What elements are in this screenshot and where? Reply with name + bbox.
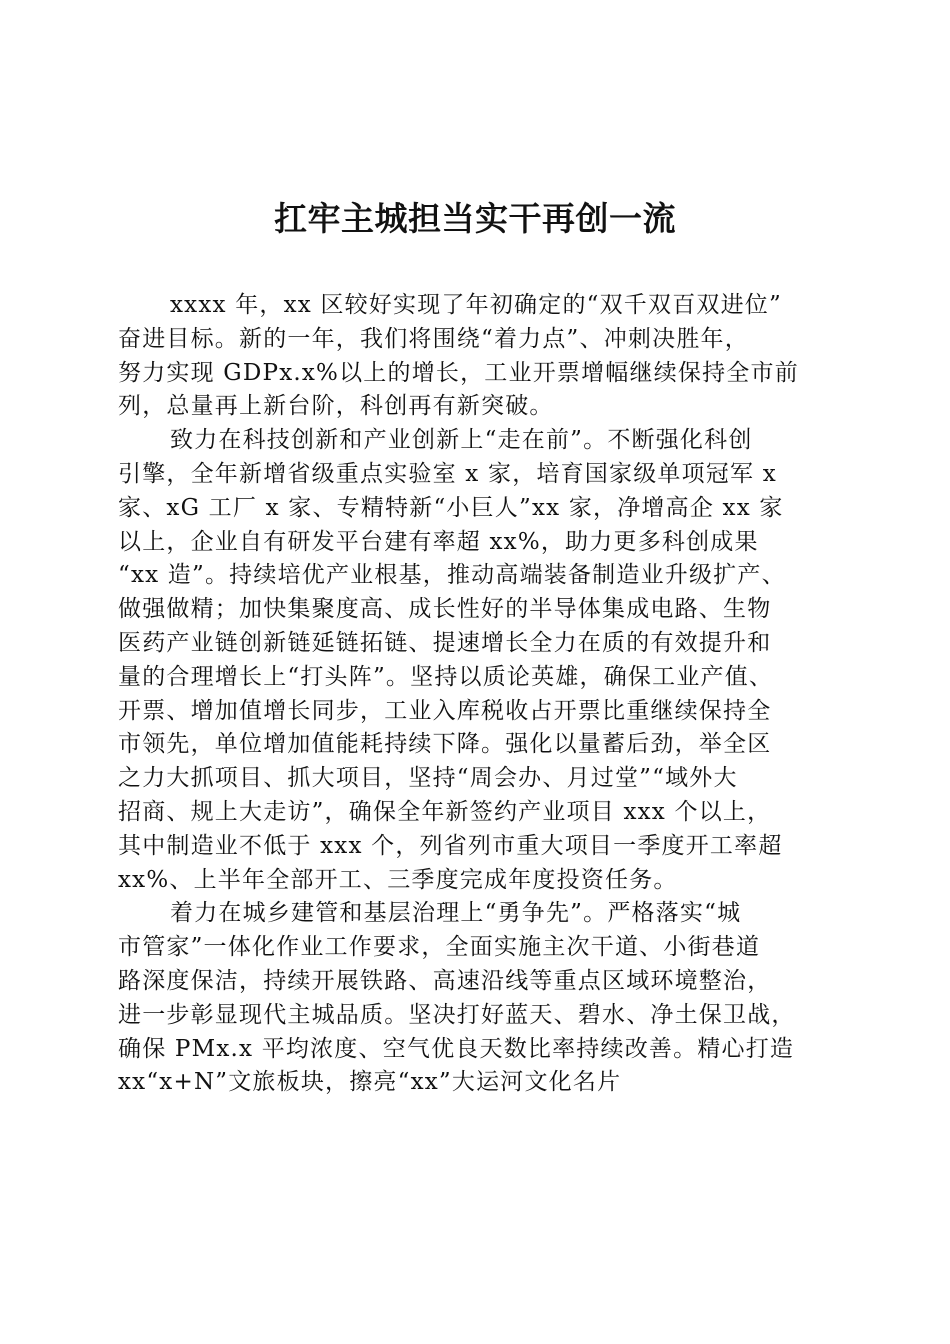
- text-line: xx“x+N”文旅板块，擦亮“xx”大运河文化名片: [118, 1069, 622, 1096]
- text-line: 引擎，全年新增省级重点实验室 x 家，培育国家级单项冠军 x: [118, 460, 777, 487]
- text-line: 确保 PMx.x 平均浓度、空气优良天数比率持续改善。精心打造: [118, 1035, 795, 1062]
- text-line: 着力在城乡建管和基层治理上“勇争先”。严格落实“城: [170, 900, 742, 927]
- paragraph-tech-innovation: [118, 424, 830, 897]
- paragraph-intro: [118, 289, 830, 424]
- document-body: [118, 289, 830, 1100]
- text-line: 量的合理增长上“打头阵”。坚持以质论英雄，确保工业产值、: [118, 663, 774, 690]
- text-line: 奋进目标。新的一年，我们将围绕“着力点”、冲刺决胜年，: [118, 325, 749, 352]
- text-line: 医药产业链创新链延链拓链、提速增长全力在质的有效提升和: [118, 629, 772, 656]
- text-line: 家、xG 工厂 x 家、专精特新“小巨人”xx 家，净增高企 xx 家: [118, 494, 784, 521]
- text-line: xx%、上半年全部开工、三季度完成年度投资任务。: [118, 866, 678, 893]
- text-line: 市管家”一体化作业工作要求，全面实施主次干道、小街巷道: [118, 934, 761, 961]
- text-line: 市领先，单位增加值能耗持续下降。强化以量蓄后劲，举全区: [118, 731, 772, 758]
- text-line: 之力大抓项目、抓大项目，坚持“周会办、月过堂”“域外大: [118, 765, 738, 792]
- text-line: 以上，企业自有研发平台建有率超 xx%，助力更多科创成果: [118, 528, 759, 555]
- text-line: 其中制造业不低于 xxx 个，列省列市重大项目一季度开工率超: [118, 832, 783, 859]
- text-line: 招商、规上大走访”，确保全年新签约产业项目 xxx 个以上，: [118, 798, 772, 825]
- text-line: “xx 造”。持续培优产业根基，推动高端装备制造业升级扩产、: [118, 562, 786, 589]
- text-line: 努力实现 GDPx.x%以上的增长，工业开票增幅继续保持全市前: [118, 359, 799, 386]
- text-line: xxxx 年，xx 区较好实现了年初确定的“双千双百双进位”: [170, 292, 782, 318]
- text-line: 致力在科技创新和产业创新上“走在前”。不断强化科创: [170, 427, 753, 454]
- document-title: 扛牢主城担当实干再创一流: [274, 199, 676, 238]
- text-line: 进一步彰显现代主城品质。坚决打好蓝天、碧水、净土保卫战，: [118, 1001, 796, 1028]
- text-line: 开票、增加值增长同步，工业入库税收占开票比重继续保持全: [118, 697, 772, 724]
- text-line: 列，总量再上新台阶，科创再有新突破。: [118, 393, 554, 420]
- paragraph-urban-governance: [118, 897, 830, 1100]
- text-line: 路深度保洁，持续开展铁路、高速沿线等重点区域环境整治，: [118, 967, 772, 994]
- text-line: 做强做精；加快集聚度高、成长性好的半导体集成电路、生物: [118, 596, 772, 623]
